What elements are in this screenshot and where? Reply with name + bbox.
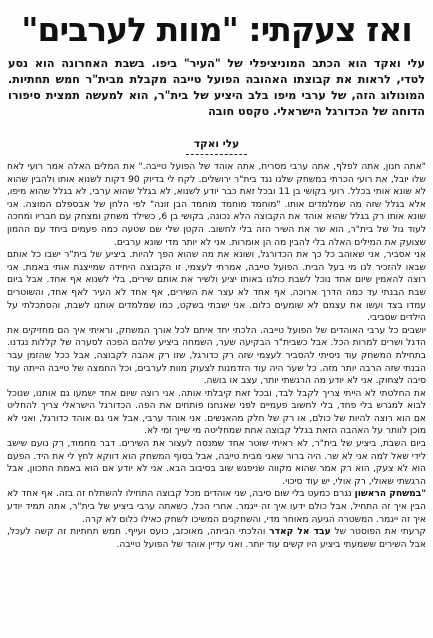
paragraph-text: ביום השבת, ביציע של בית"ר, לא ראיתי שוטר אחד שמנסה לעצור את השירים. דבר מחמוד, רק נועם שישב לידי שאל למה אני לא שר. היה ברור שאני מבית טייבה, אבל בסוף המשחק הוא דווקא לחץ לי את היד. הפעם הוא לא צעק, הוא רק אמר שהוא מקווה שניפגש שוב בסיבוב הבא. אני לא יודע אם הוא באמת התכוון, אבל הרגשתי שאולי, רק אולי, יש עוד סיכוי. bbox=[7, 439, 426, 487]
bold-phrase: עבד אל קאדר bbox=[269, 527, 331, 538]
paragraph-text: והלכתי הביתה, מאוכזב, כועס ועייף. חמש תחתיות זה קשה לעכל, אבל השירים ששמעתי ביציע היו קשים עוד יותר. ואני עדיין אוהד של הפועל טייבה. bbox=[7, 527, 426, 550]
paragraph-text: אני אסביר, אני שאוהב כל כך את הכדורגל, ושונא את מה שהוא הפך להיות. ביציע של בית"ר ישבו כל אותם שבאו להזכיר לנו מי בעל הבית. הפועל טייבה, אמרתי לעצמי, זו הקבוצה היחידה שמייצגת אותי באמת. אני רוצה להאמין שיום אחד נוכל לשבת כולנו באותו יציע ולשיר את אותם שירים, בלי לשנוא אף אחד. אבל ביום שבת הבנתי עד כמה הדרך ארוכה. אף אחד לא עצר את השירים, אף אחד לא העיר לאף אחד, והשוטרים עמדו בצד ועשו את עצמם לא שומעים כלום. אני ישבתי בשקט, כמו שמלמדים אותנו לשבת, והסתכלתי על הילדים שסביבי. bbox=[7, 250, 426, 324]
body-paragraph-2 bbox=[7, 249, 426, 325]
body-paragraph-3 bbox=[7, 325, 426, 388]
lead-paragraph: עלי ואקד הוא הכתב המוניציפלי של "העיר" ביפו. בשבת האחרונה הוא נסע לטדי, לראות את קבוצתו האהובה הפועל טייבה מקבלת מבית"ר חמש תחתיות. המונולוג הזה, של ערבי מיפו בלב היציע של בית"ר, הוא למעשה תמצית סיפורו הדוחה של הכדורגל הישראלי. טקסט חובה bbox=[8, 57, 425, 118]
paragraph-text: נגרם כמעט בלי שום סיבה, שני אוהדים מכל קבוצה התחילו להשתלח זה בזה. אף אחד לא הבין איך זה התחיל, אבל כולם ידעו איך זה ייגמר. אחרי הכל, כשאתה ערבי ביציע של בית"ר, אתה תמיד יודע איך זה ייגמר. המשטרה הגיעה מאוחר מדי, והשחקנים המשיכו לשחק כאילו כלום לא קרה. bbox=[7, 489, 426, 525]
spacer bbox=[6, 120, 427, 128]
paragraph-prefix: קרעתי את הפוסטר של bbox=[330, 527, 426, 538]
paragraph-text: "אתה חנון, אתה לפלף, אתה ערבי מסריח, אתה אוהד של הפועל טייבה." את המלים האלה אמר רועי לאח שלו יובל, את רועי הכרתי במשחק שלנו נגד בית"ר ירושלים. לקח לי בדיוק 90 דקות לשנוא אותו ולהבין שהוא לא שונא אותי בכלל. רועי בקושי בן 11 ובכל זאת כבר יודע לשנוא, לא בגלל שהוא ערבי, לא בגלל שהוא מיפו, אלא בגלל שזה מה שמלמדים אותו. "מוחמד מוחמד מוחמד הבן זונה" לפי הלחן של אבספלם המוצה. אני שונא אותו רק בגלל שהוא אוהד את הקבוצה הלא נכונה, בקושי בן 6, כשילד משחק ומצחק עם חבריו ומחכה לעוד גול של בית"ר, הוא שר את השיר הזה בלי לחשוב. הקטן שלי שם שטעה כמה פעמים ביחד עם ההמון שצועק את המילים האלה בלי להבין מה הן אומרות. אני לא יותר מדי שונא ערבים. bbox=[7, 162, 427, 248]
body-paragraph-4 bbox=[7, 388, 426, 438]
headline: ואז צעקתי: "מוות לערבים" bbox=[21, 12, 412, 48]
body-paragraph-7 bbox=[7, 526, 426, 551]
article-body bbox=[7, 161, 426, 551]
byline: עלי ואקד bbox=[186, 138, 247, 155]
byline-wrapper bbox=[6, 134, 427, 155]
paragraph-text: יושבים כל ערבי האוהדים של הפועל טייבה. הלכתי יחד איתם לכל אורך המשחק, וראיתי איך הם מחזיקים את הדגל ושרים למרות הכל. אבל כשבית"ר הבקיעה שער, השמחה ביציע שלהם הפכה לסערה של קללות נגדנו. בתחילת המשחק עוד ניסיתי להסביר לעצמי שזה רק כדורגל, שזו רק אהבה לקבוצה, אבל ככל שהזמן עבר הבנתי שזה הרבה יותר מזה. כל שער היה עוד הזדמנות לצעוק מוות לערבים, וכל החמצה של טייבה הייתה עוד סיבה לצחוק. אני לא יודע מה הרגשתי יותר, עצב או בושה. bbox=[7, 325, 426, 387]
body-paragraph-1 bbox=[7, 161, 426, 249]
body-paragraph-5 bbox=[7, 438, 426, 488]
body-paragraph-6 bbox=[7, 488, 426, 526]
paragraph-text: את החלטתי לא הייתי צריך לקבל לבד, ובכל זאת קיבלתי אותה. אני רוצה שיום אחד ישמעו גם אותנו, שנוכל לבוא למגרש בלי פחד, בלי לחשוב פעמיים לפני שאנחנו פותחים את הפה. הכדורגל הישראלי צריך להחליט אם הוא רוצה להיות של כולם, או רק של חלק מהאנשים. אני אוהד ערבי, אבל אני גם אוהד כדורגל, ואני לא מוכן לוותר על האהבה הזאת בגלל קבוצה אחת שמחליטה מי שייך ומי לא. bbox=[7, 388, 426, 437]
bold-phrase: "במשחק הראשון bbox=[354, 489, 426, 500]
